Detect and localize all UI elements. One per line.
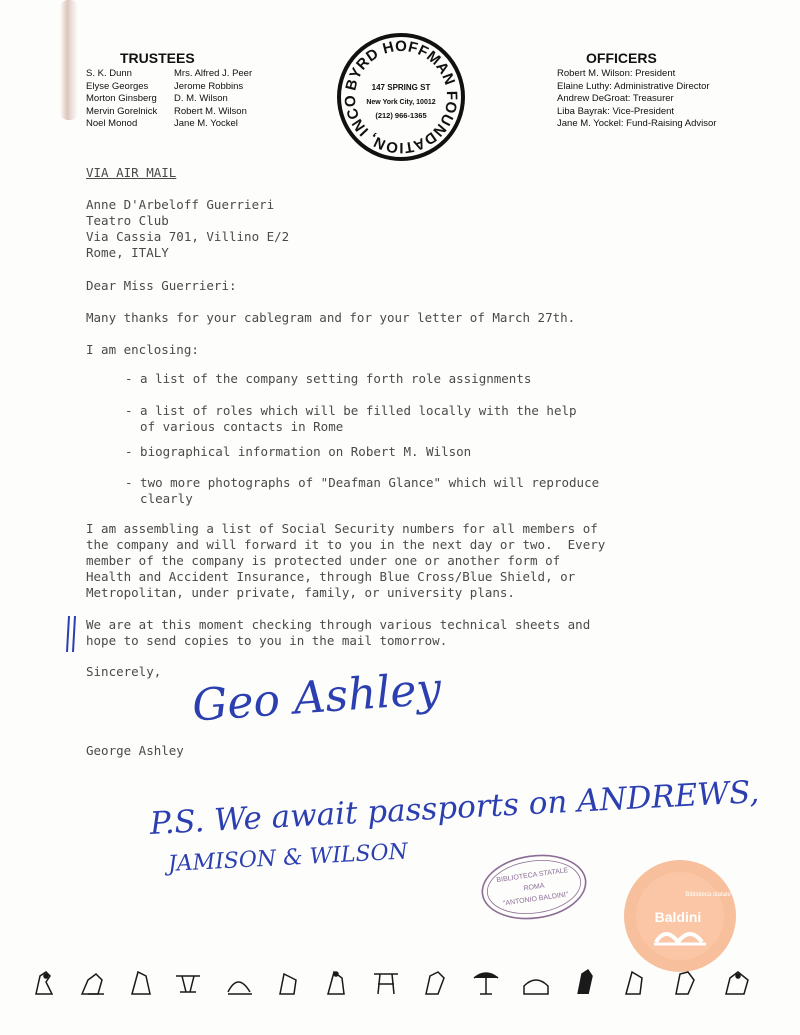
address-line: Via Cassia 701, Villino E/2 [86,229,290,244]
enclosure-line: - biographical information on Robert M. Wilson [125,444,472,459]
closing: Sincerely, [86,664,162,679]
trustee-name: Noel Monod [86,118,138,129]
trustee-name: Jerome Robbins [174,80,244,92]
paragraph-1: Many thanks for your cablegram and for your letter of March 27th. [86,310,576,325]
foundation-seal [336,32,466,162]
paragraph-line: We are at this moment checking through various technical sheets and [86,617,591,632]
address-line: Teatro Club [86,213,169,228]
paragraph-line: I am assembling a list of Social Security numbers for all members of [86,521,598,536]
address-line: Anne D'Arbeloff Guerrieri [86,197,275,212]
enclosure-line: of various contacts in Rome [125,419,344,434]
enclosure-line: - a list of roles which will be filled locally with the help [125,403,577,418]
library-stamp-line-3: "ANTONIO BALDINI" [502,891,569,908]
handwritten-signature: Geo Ashley [190,663,443,732]
paragraph-line: Health and Accident Insurance, through Blue Cross/Blue Shield, or [86,569,576,584]
paragraph-2: I am enclosing: [86,342,199,357]
margin-mark [64,614,80,654]
enclosure-line: - two more photographs of "Deafman Glance" which will reproduce [125,475,600,490]
officer-entry: Andrew DeGroat: Treasurer [557,93,674,104]
officer-entry: Liba Bayrak: Vice-President [557,105,675,117]
library-stamp-line-1: BIBLIOTECA STATALE [496,867,569,885]
paragraph-4 [86,617,590,649]
paragraph-line: the company and will forward it to you in the next day or two. Every [86,537,606,552]
enclosure-line: - a list of the company setting forth role assignments [125,371,532,386]
paper-stain [60,0,78,120]
library-stamp-line-2: ROMA [523,882,545,893]
trustees-heading: TRUSTEES [120,50,195,66]
seal-address-line-1: 147 SPRING ST [371,83,431,92]
trustee-name: D. M. Wilson [174,93,228,104]
trustee-name: Mrs. Alfred J. Peer [174,68,253,79]
hieroglyph-border [24,962,784,1002]
baldini-logo-name: Baldini [654,909,702,925]
trustees-column-1 [86,68,157,131]
paragraph-line: hope to send copies to you in the mail tomorrow. [86,633,448,648]
trustee-name: S. K. Dunn [86,68,132,79]
paragraph-line: member of the company is protected under one or another form of [86,553,561,568]
officers-heading: OFFICERS [586,50,657,66]
trustees-column-2 [174,68,252,131]
signer-name: George Ashley [86,743,184,758]
paragraph-3 [86,521,605,601]
baldini-logo-subtitle: Biblioteca statale [685,892,731,898]
handwritten-ps-line-2: JAMISON & WILSON [167,839,409,877]
officer-entry: Elaine Luthy: Administrative Director [557,80,710,92]
officer-entry: Jane M. Yockel: Fund-Raising Advisor [557,118,717,129]
enclosure-item-1 [125,371,531,387]
officers-list [557,68,716,131]
trustee-name: Robert M. Wilson [174,105,247,117]
officer-entry: Robert M. Wilson: President [557,68,676,79]
trustee-name: Jane M. Yockel [174,118,238,129]
salutation: Dear Miss Guerrieri: [86,278,237,293]
trustee-name: Morton Ginsberg [86,93,157,104]
enclosure-item-3 [125,444,471,460]
recipient-address [86,197,289,261]
seal-ring-text: BYRD HOFFMAN FOUNDATION, INCO [341,37,461,157]
enclosure-item-2 [125,403,577,435]
enclosure-line: clearly [125,491,193,506]
via-air-mail: VIA AIR MAIL [86,165,177,180]
trustee-name: Mervin Gorelnick [86,105,158,117]
seal-address-line-2: New York City, 10012 [366,99,436,106]
seal-address-line-3: (212) 966-1365 [375,111,427,120]
baldini-library-logo [620,856,740,976]
library-stamp [478,852,590,922]
handwritten-ps-line-1: P.S. We await passports on ANDREWS, [149,774,760,842]
enclosure-item-4 [125,475,599,507]
trustee-name: Elyse Georges [86,80,149,92]
address-line: Rome, ITALY [86,245,169,260]
paragraph-line: Metropolitan, under private, family, or university plans. [86,585,515,600]
